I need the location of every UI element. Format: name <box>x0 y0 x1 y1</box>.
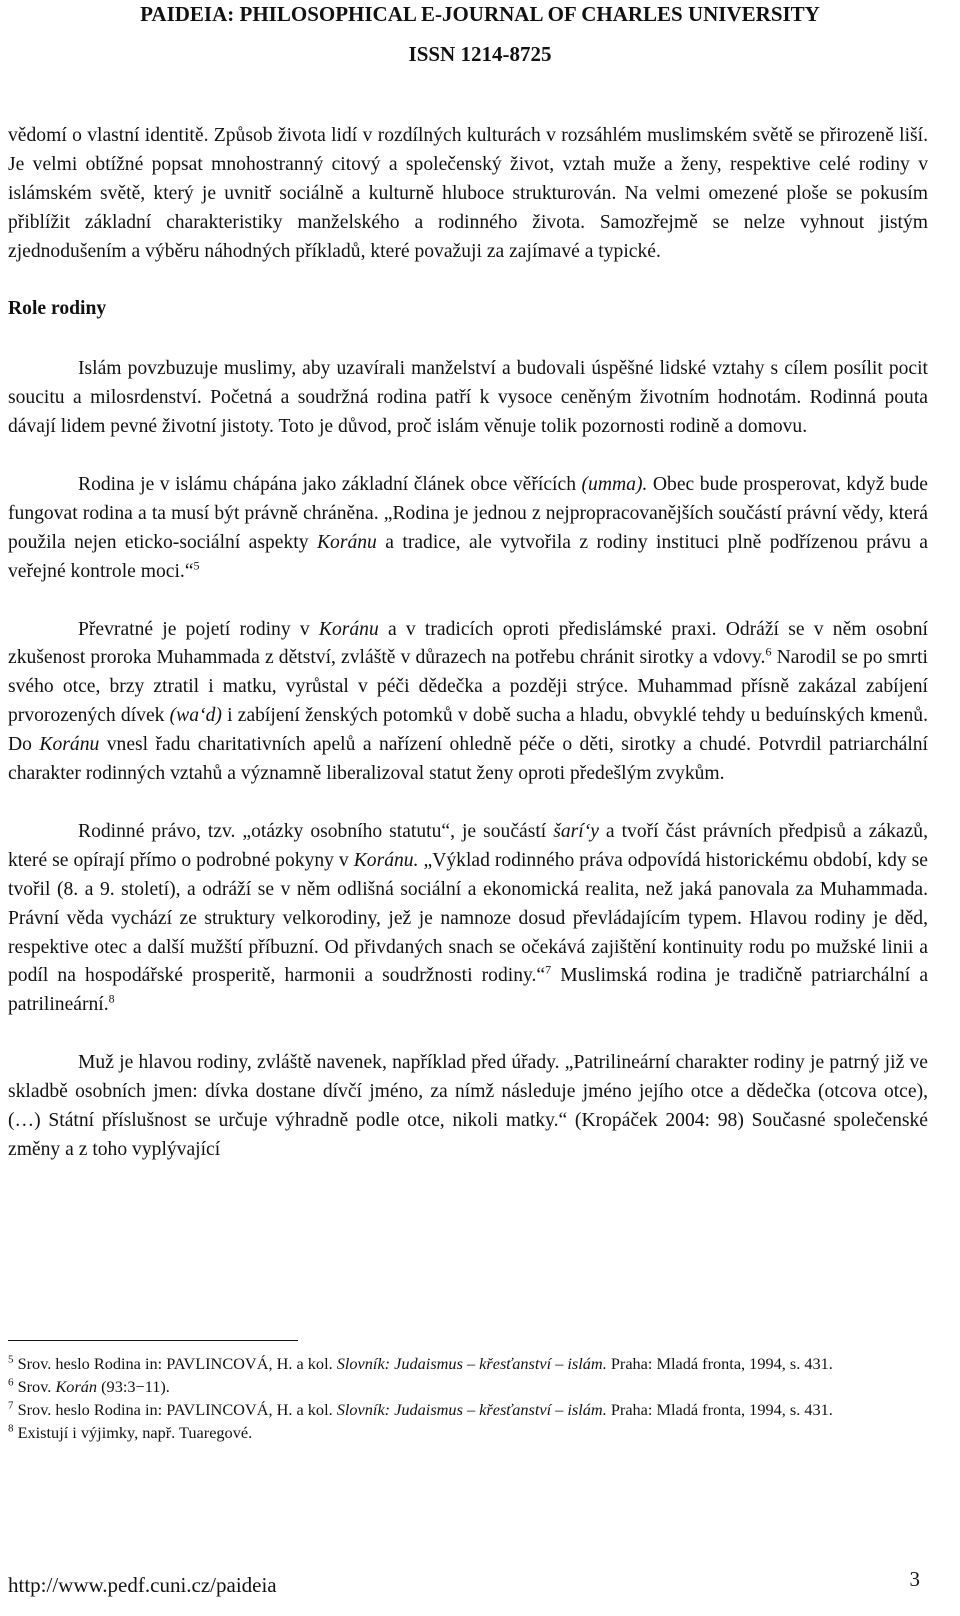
paragraph-2: Rodina je v islámu chápána jako základní článek obce věřících (umma). Obec bude prosperovat, když bude fungovat rodina a ta musí být právně chráněna. „Rodina je jednou z nejpropracovanějších součástí právní vědy, která použila nejen eticko-sociální aspekty Koránu a tradice, ale vytvořila z rodiny instituci plně podřízenou právu a veřejné kontrole moci.“$^5$ <box>8 474 928 582</box>
issn: ISSN 1214-8725 <box>408 42 552 66</box>
footnote-ref-5: 5 <box>193 558 200 573</box>
footnote-8: $^8$ Existují i výjimky, např. Tuaregové. <box>8 1422 253 1442</box>
term-umma: (umma). <box>581 474 648 496</box>
section-heading: Role rodiny <box>8 297 107 319</box>
term-saria: šarí‘y <box>553 820 599 842</box>
footnote-ref-8: 8 <box>108 991 115 1006</box>
journal-title: PAIDEIA: PHILOSOPHICAL E-JOURNAL OF CHARLES UNIVERSITY <box>140 2 820 26</box>
term-wad: (waʻd) <box>169 705 222 727</box>
paragraph-4: Rodinné právo, tzv. „otázky osobního statutu“, je součástí šarí‘y a tvoří část právních předpisů a zákazů, které se opírají přímo o podrobné pokyny v Koránu. „Výklad rodinného práva odpovídá historickému období, kdy se tvořil (8. a 9. století), a odráží se v něm odlišná sociální a ekonomická realita, než jaká panovala za Muhammada. Právní věda vychází ze struktury velkorodiny, jež je namnoze dosud převládajícím typem. Hlavou rodiny je děd, respektive otec a další mužští příbuzní. Od přivdaných snach se očekává zajištění kontinuity rodu po mužské linii a podíl na hospodářské prosperitě, harmonii a soudržnosti rodiny.“$^7$ Muslimská rodina je tradičně patriarchální a patrilineární.$^8$ <box>8 820 929 1016</box>
footnote-ref-6: 6 <box>765 644 772 659</box>
footnotes <box>8 1352 888 1444</box>
paragraph-intro: vědomí o vlastní identitě. Způsob života lidí v rozdílných kulturách v rozsáhlém muslimském světě se přirozeně liší. Je velmi obtížné popsat mnohostranný citový a společenský život, vztah muže a ženy, respektive celé rodiny v islámském světě, který je uvnitř sociálně a kulturně hluboce strukturován. Na velmi omezené ploše se pokusím přiblížit základní charakteristiky manželského a rodinného života. Samozřejmě se nelze vyhnout jistým zjednodušením a výběru náhodných příkladů, které považuji za zajímavé a typické. <box>8 125 928 262</box>
footer-url: http://www.pedf.cuni.cz/paideia <box>8 1573 277 1597</box>
article-body <box>8 122 928 1165</box>
paragraph-3: Převratné je pojetí rodiny v Koránu a v tradicích oproti předislámské praxi. Odráží se v něm osobní zkušenost proroka Muhammada z dětství, zvláště v důrazech na potřebu chránit sirotky a vdovy.$^6$ Narodil se po smrti svého otce, brzy ztratil i matku, vyrůstal v péči dědečka a později strýce. Muhammad přísně zakázal zabíjení prvorozených dívek (waʻd) i zabíjení ženských potomků v době sucha a hladu, obvyklé tehdy u beduínských kmenů. Do Koránu vnesl řadu charitativních apelů a nařízení ohledně péče o děti, sirotky a chudé. Potvrdil patriarchální charakter rodinných vztahů a významně liberalizoval statut ženy oproti předešlým zvykům. <box>8 618 928 785</box>
page-number: 3 <box>909 1567 920 1591</box>
paragraph-1: Islám povzbuzuje muslimy, aby uzavírali manželství a budovali úspěšné lidské vztahy s cílem posílit pocit soucitu a milosrdenství. Početná a soudržná rodina patří k vysoce ceněným životním hodnotám. Rodinná pouta dávají lidem pevné životní jistoty. Toto je důvod, proč islám věnuje tolik pozornosti rodině a domovu. <box>8 358 928 438</box>
footnote-5: $^5$ Srov. heslo Rodina in: PAVLINCOVÁ, H. a kol. Slovník: Judaismus – křesťanství – islám. Praha: Mladá fronta, 1994, s. 431. <box>8 1353 833 1373</box>
term-koran: Koránu <box>316 531 377 553</box>
footnote-ref-7: 7 <box>545 962 552 977</box>
footnote-6: $^6$ Srov. Korán (93:3−11). <box>8 1376 170 1396</box>
footnote-7: $^7$ Srov. heslo Rodina in: PAVLINCOVÁ, H. a kol. Slovník: Judaismus – křesťanství – islám. Praha: Mladá fronta, 1994, s. 431. <box>8 1399 833 1419</box>
paragraph-5: Muž je hlavou rodiny, zvláště navenek, například před úřady. „Patrilineární charakter rodiny je patrný již ve skladbě osobních jmen: dívka dostane dívčí jméno, za nímž následuje jméno jejího otce a dědečka (otcova otce), (…) Státní příslušnost se určuje výhradně podle otce, nikoli matky.“ (Kropáček 2004: 98) Současné společenské změny a z toho vyplývající <box>8 1052 928 1160</box>
footnote-separator <box>8 1340 298 1341</box>
